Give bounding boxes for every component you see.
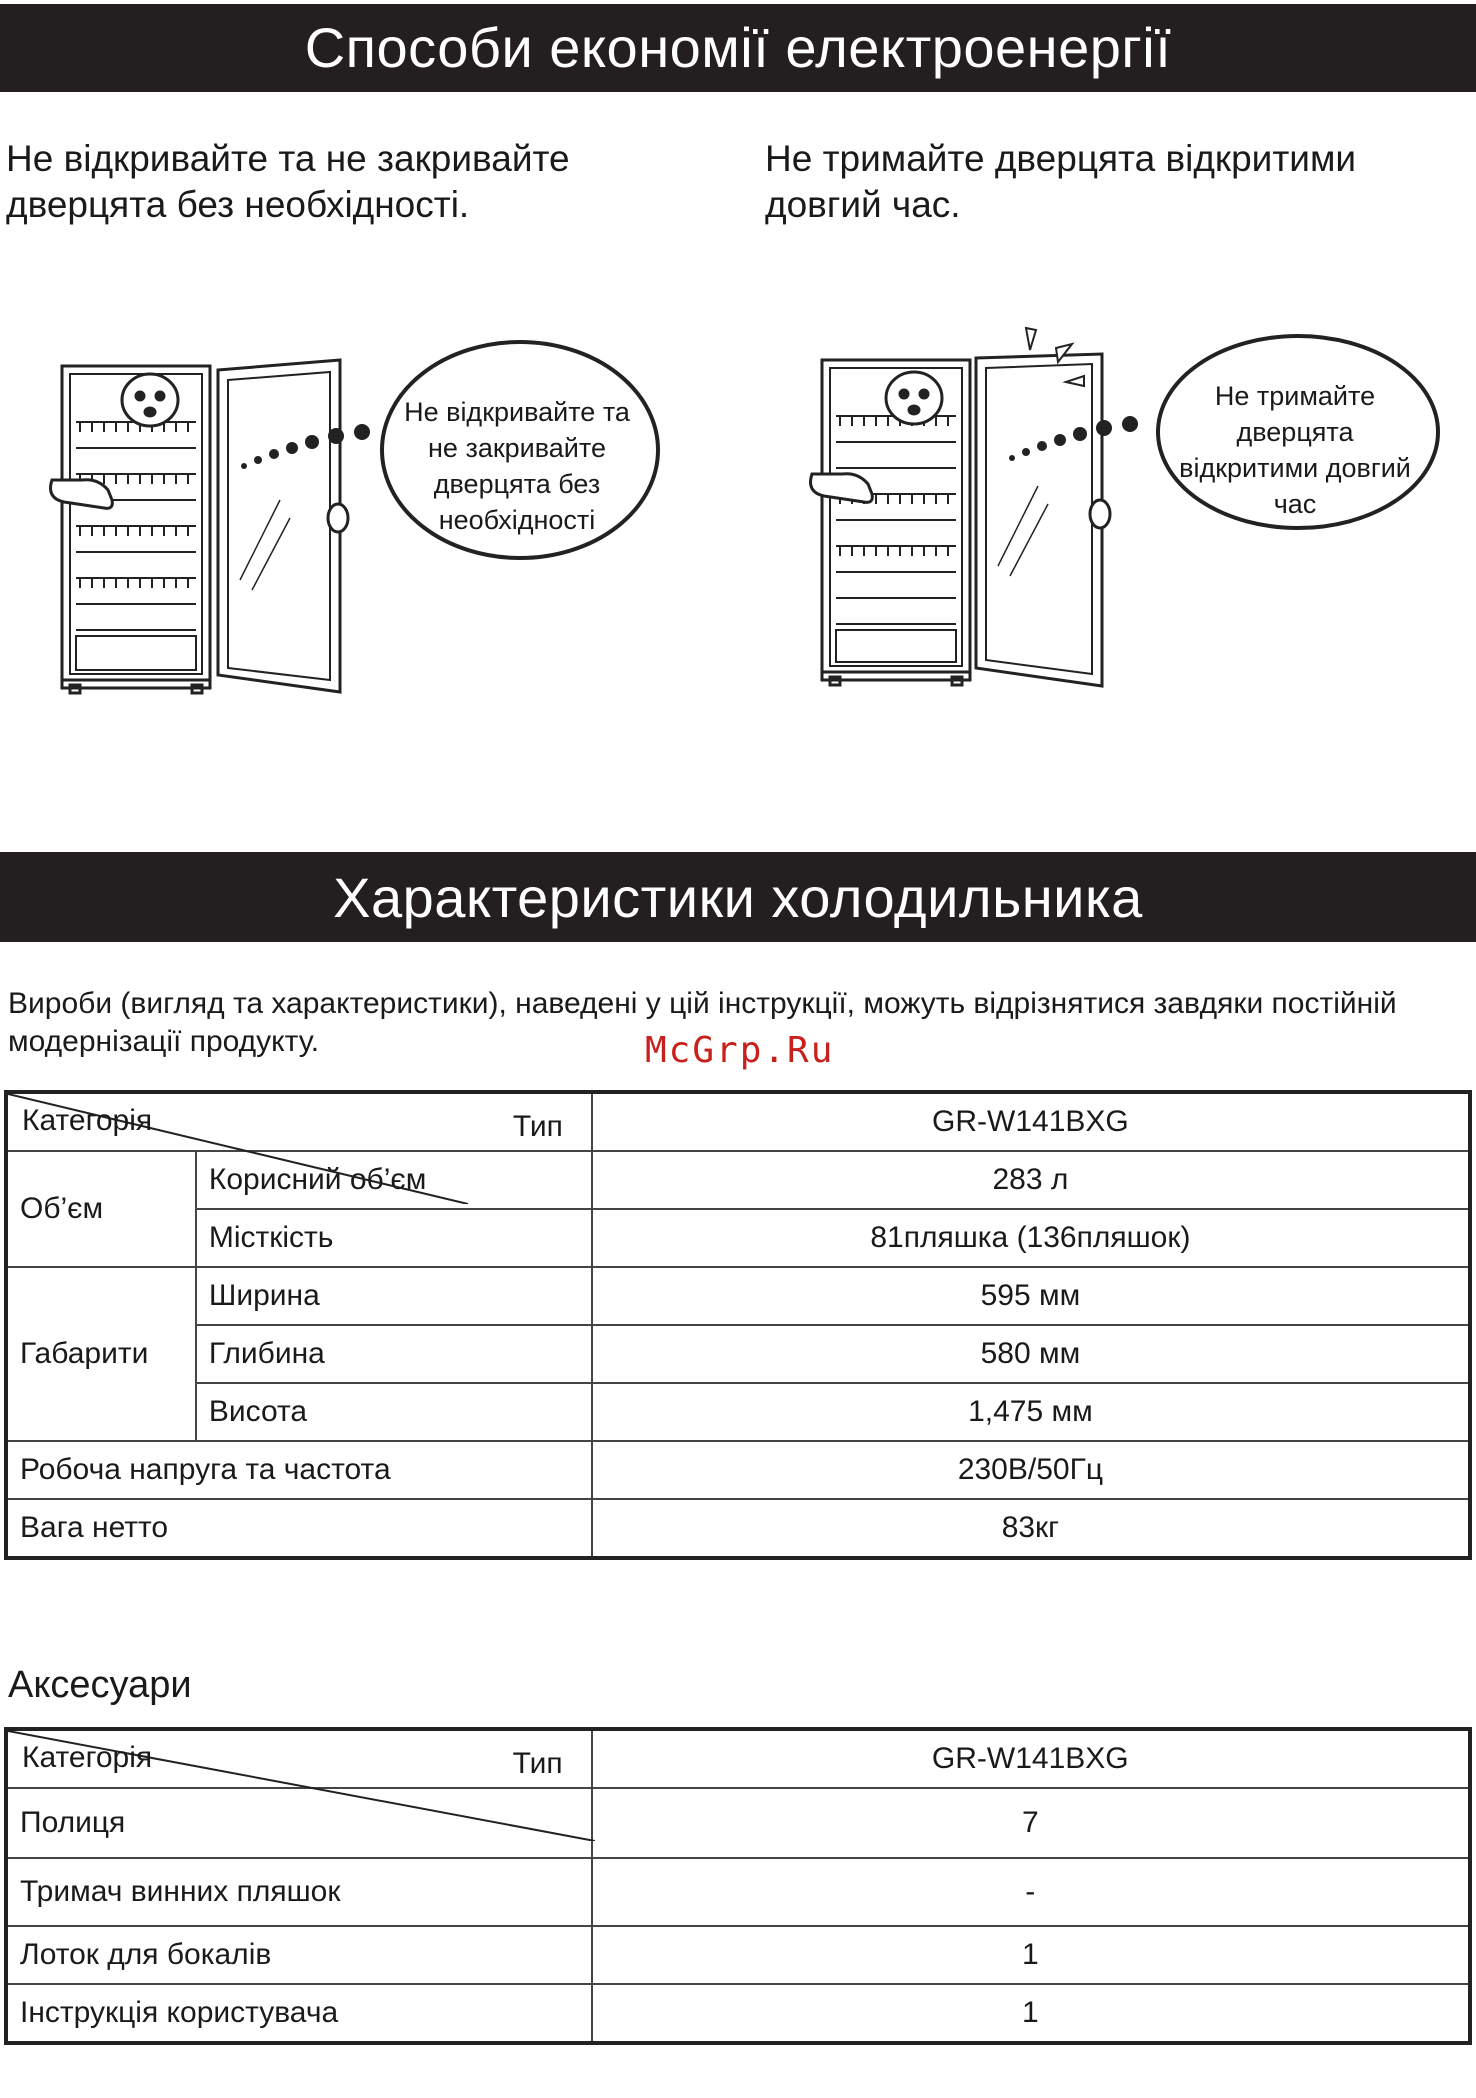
hand-icon (328, 504, 348, 532)
header-category: Категорія (22, 1104, 153, 1137)
accessories-table (4, 1727, 1472, 2045)
weight-label: Вага нетто (6, 1499, 592, 1558)
width-value: 595 мм (592, 1267, 1470, 1325)
manual-label: Інструкція користувача (6, 1984, 592, 2043)
table-header-row (6, 1092, 1470, 1151)
capacity-label: Місткість (196, 1209, 592, 1267)
manual-value: 1 (592, 1984, 1470, 2043)
holder-value: - (592, 1858, 1470, 1926)
pointing-hand-icon (811, 474, 873, 503)
table-row (6, 1267, 1470, 1325)
table-row (6, 1441, 1470, 1499)
header-diagonal-cell (6, 1729, 592, 1788)
useful-volume-value: 283 л (592, 1151, 1470, 1209)
tip-door-open-close: Не відкривайте та не закривайте дверцята без необхідності. (6, 138, 570, 225)
table-header-row (6, 1729, 1470, 1788)
voltage-label: Робоча напруга та частота (6, 1441, 592, 1499)
shelf-label: Полиця (6, 1788, 592, 1858)
section-title-energy: Способи економії електроенергії (0, 4, 1476, 92)
tray-value: 1 (592, 1926, 1470, 1984)
model-name: GR-W141BXG (592, 1729, 1470, 1788)
bubble-text-right: Не тримайте дверцята відкритими довгий час (1179, 381, 1411, 519)
pointing-hand-icon (51, 480, 113, 509)
table-row (6, 1383, 1470, 1441)
useful-volume-label: Корисний об’єм (196, 1151, 592, 1209)
model-name: GR-W141BXG (592, 1092, 1470, 1151)
section-title-specs: Характеристики холодильника (0, 852, 1476, 942)
depth-value: 580 мм (592, 1325, 1470, 1383)
header-category: Категорія (22, 1741, 153, 1774)
tray-label: Лоток для бокалів (6, 1926, 592, 1984)
header-type: Тип (512, 1110, 563, 1143)
table-row (6, 1984, 1470, 2043)
table-row (6, 1209, 1470, 1267)
disclaimer-note: Вироби (вигляд та характеристики), наведені у цій інструкції, можуть відрізнятися завдяки постійній модернізації продукту. (8, 987, 1397, 1058)
height-label: Висота (196, 1383, 592, 1441)
table-row (6, 1926, 1470, 1984)
header-type: Тип (512, 1747, 563, 1780)
spec-table (4, 1090, 1472, 1560)
accessories-title: Аксесуари (8, 1664, 192, 1706)
height-value: 1,475 мм (592, 1383, 1470, 1441)
table-row (6, 1325, 1470, 1383)
header-diagonal-cell (6, 1092, 592, 1151)
bubble-text-left: Не відкривайте та не закривайте дверцята без необхідності (404, 397, 630, 535)
width-label: Ширина (196, 1267, 592, 1325)
depth-label: Глибина (196, 1325, 592, 1383)
table-row (6, 1858, 1470, 1926)
table-row (6, 1499, 1470, 1558)
capacity-value: 81пляшка (136пляшок) (592, 1209, 1470, 1267)
face-icon (886, 372, 942, 424)
voltage-value: 230В/50Гц (592, 1441, 1470, 1499)
group-volume: Об’єм (6, 1151, 196, 1267)
tip-door-keep-open: Не тримайте дверцята відкритими довгий час. (765, 138, 1357, 225)
hand-icon (1090, 500, 1110, 528)
group-dimensions: Габарити (6, 1267, 196, 1441)
weight-value: 83кг (592, 1499, 1470, 1558)
face-icon (122, 374, 178, 426)
holder-label: Тримач винних пляшок (6, 1858, 592, 1926)
watermark: McGrp.Ru (645, 1030, 835, 1071)
shelf-value: 7 (592, 1788, 1470, 1858)
